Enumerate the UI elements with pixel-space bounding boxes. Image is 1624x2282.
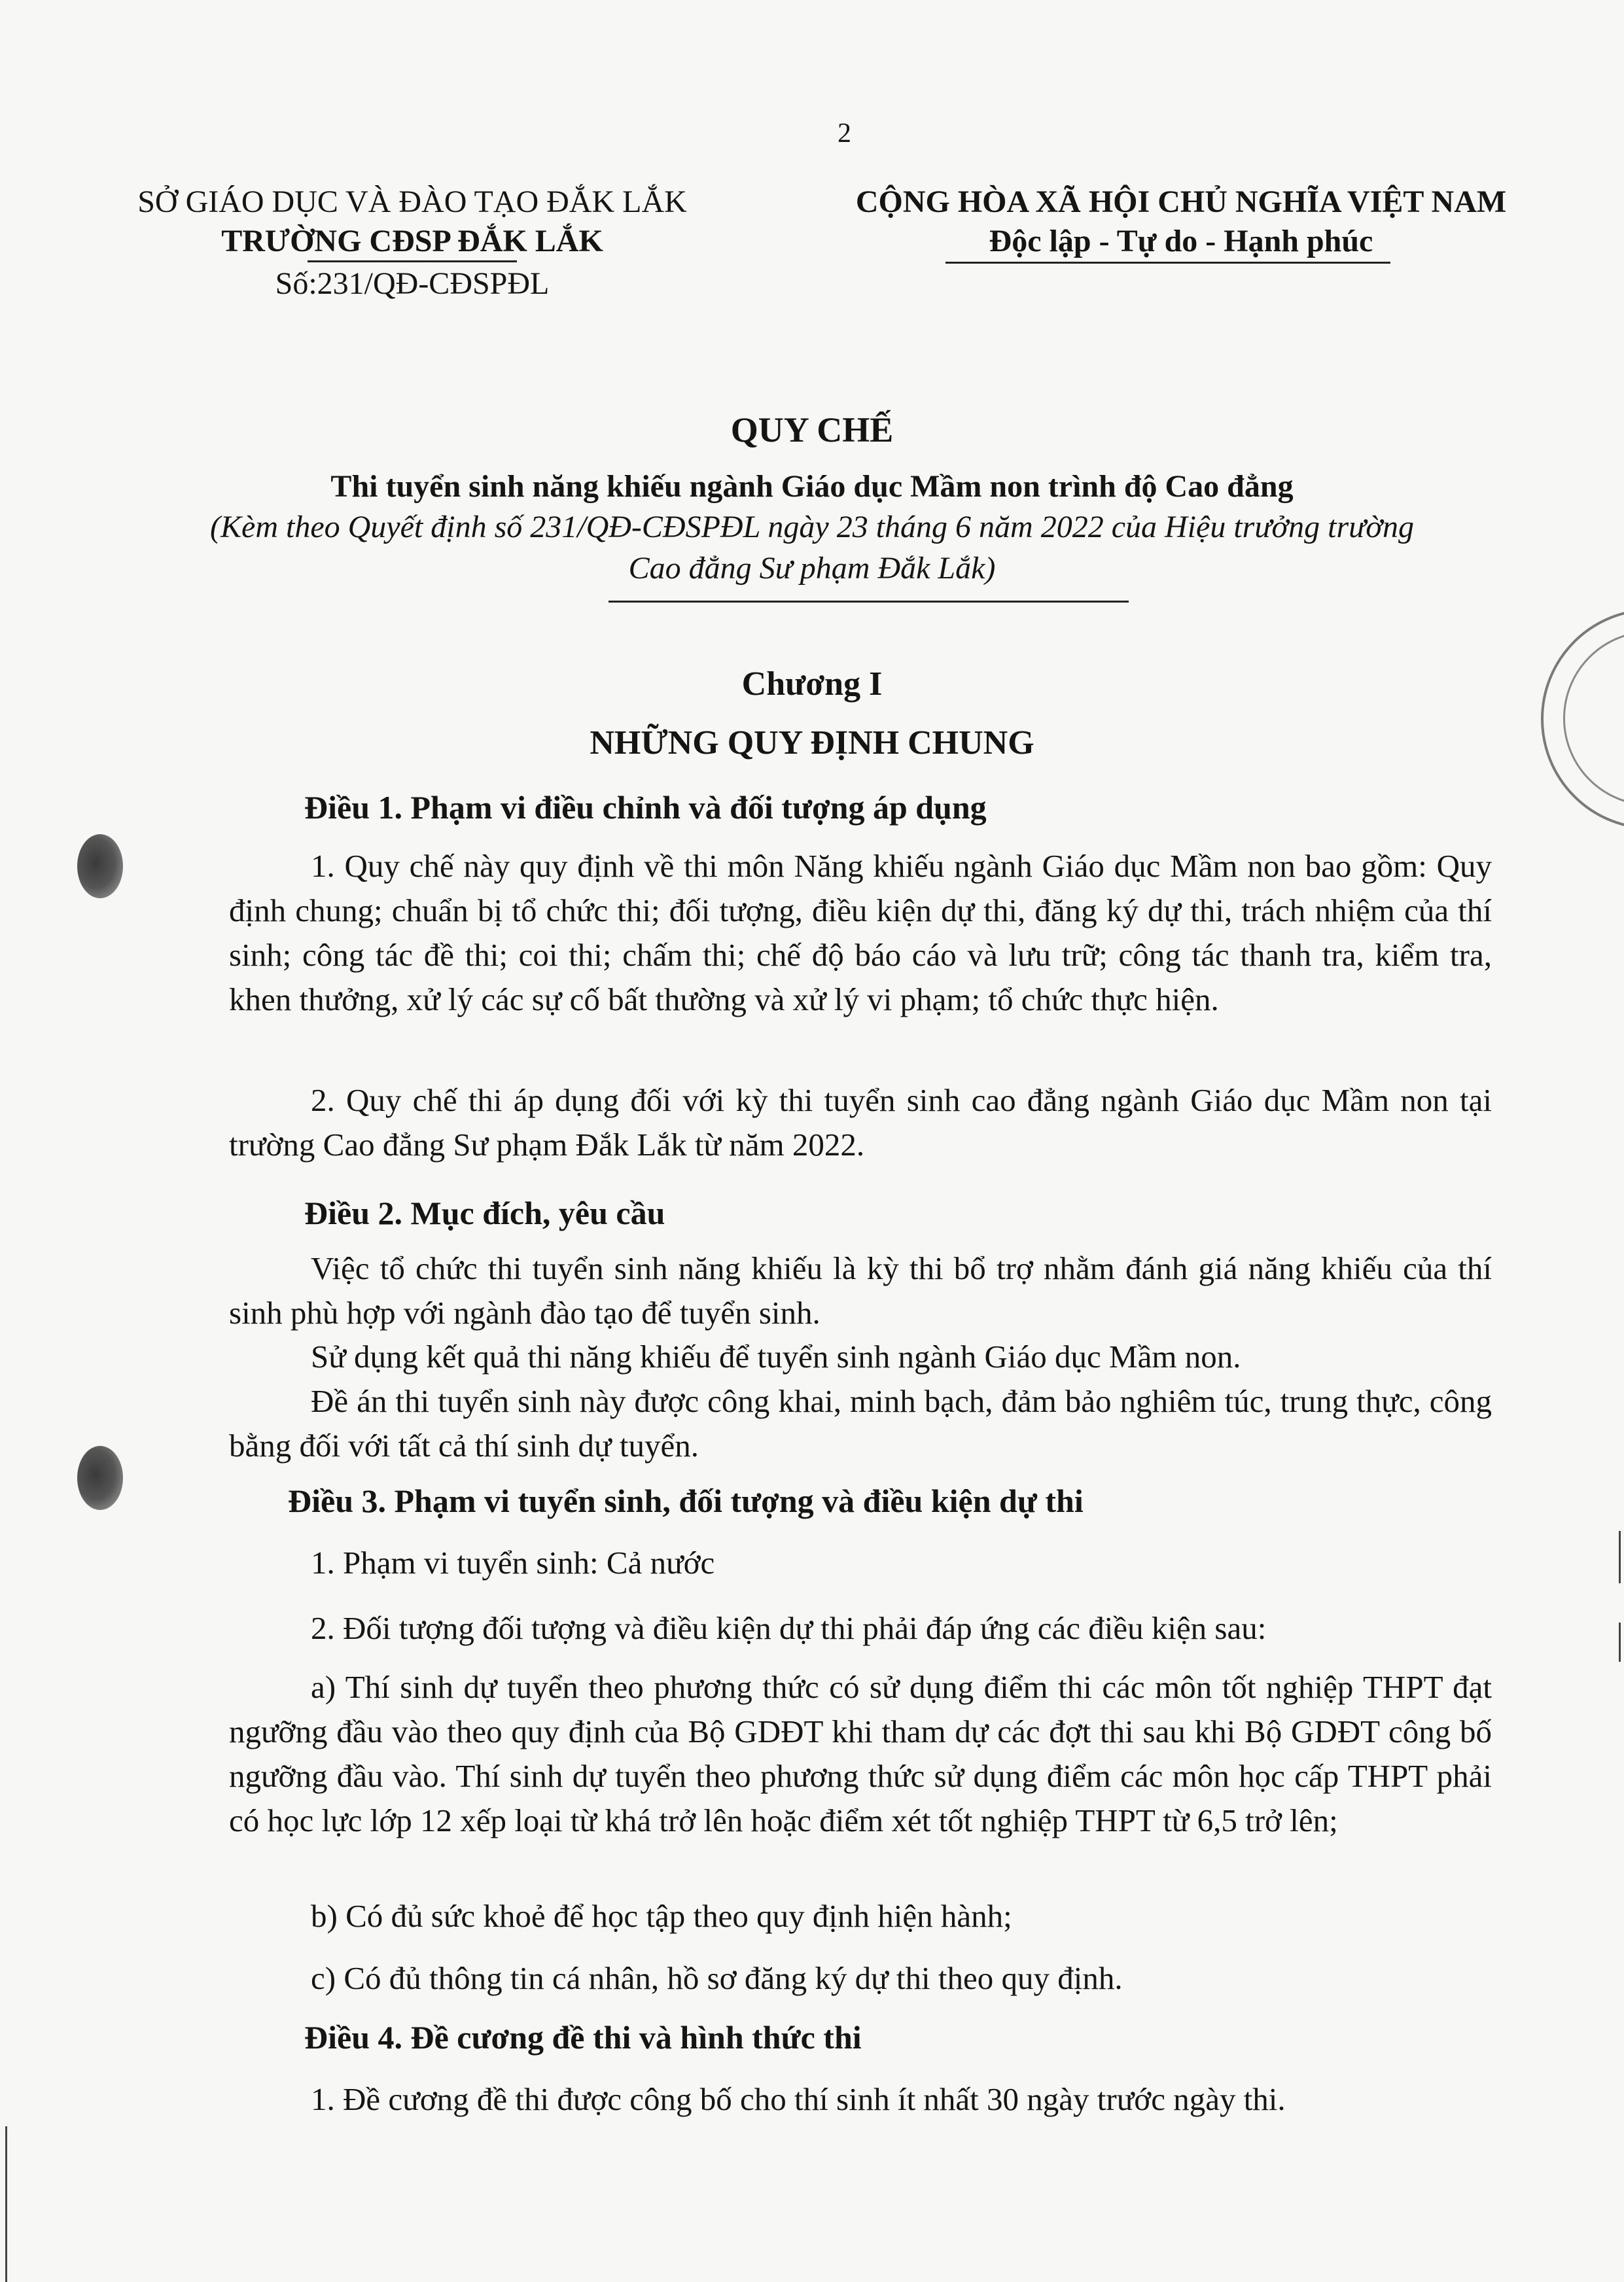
article-1-paragraph-2: 2. Quy chế thi áp dụng đối với kỳ thi tuyển sinh cao đẳng ngành Giáo dục Mầm non tại trường Cao đẳng Sư phạm Đắk Lắk từ năm 2022. [229, 1082, 1492, 1163]
article-3-heading: Điều 3. Phạm vi tuyển sinh, đối tượng và điều kiện dự thi [288, 1483, 1084, 1519]
scan-edge-mark [1619, 1623, 1621, 1662]
article-2-heading: Điều 2. Mục đích, yêu cầu [304, 1195, 665, 1231]
official-seal-stamp [1541, 608, 1624, 830]
punch-hole-top [77, 834, 123, 898]
article-2-paragraph-3: Đề án thi tuyển sinh này được công khai, minh bạch, đảm bảo nghiêm túc, trung thực, công bằng đối với tất cả thí sinh dự tuyển. [229, 1383, 1492, 1464]
national-motto: Độc lập - Tự do - Hạnh phúc [989, 224, 1373, 258]
article-1-heading: Điều 1. Phạm vi điều chỉnh và đối tượng áp dụng [304, 789, 987, 826]
article-3-item-c: c) Có đủ thông tin cá nhân, hồ sơ đăng ký dự thi theo quy định. [311, 1960, 1123, 1996]
school-name: TRƯỜNG CĐSP ĐẮK LẮK [221, 224, 603, 258]
title-divider [609, 601, 1129, 603]
document-subtitle: Thi tuyển sinh năng khiếu ngành Giáo dục Mầm non trình độ Cao đẳng [330, 469, 1294, 504]
department-name: SỞ GIÁO DỤC VÀ ĐÀO TẠO ĐẮK LẮK [137, 184, 687, 219]
article-4-heading: Điều 4. Đề cương đề thi và hình thức thi [304, 2019, 862, 2056]
country-name: CỘNG HÒA XÃ HỘI CHỦ NGHĨA VIỆT NAM [855, 184, 1507, 219]
scan-edge-mark [1619, 1531, 1621, 1583]
chapter-name: NHỮNG QUY ĐỊNH CHUNG [590, 724, 1034, 762]
article-3-paragraph-1: 1. Phạm vi tuyển sinh: Cả nước [311, 1545, 715, 1581]
school-underline [308, 260, 517, 262]
chapter-number: Chương I [741, 665, 883, 703]
article-4-paragraph-1: 1. Đề cương đề thi được công bố cho thí sinh ít nhất 30 ngày trước ngày thi. [311, 2081, 1286, 2117]
document-title: QUY CHẾ [730, 410, 894, 449]
motto-underline [945, 262, 1390, 264]
article-2-paragraph-1: Việc tổ chức thi tuyển sinh năng khiếu là kỳ thi bổ trợ nhằm đánh giá năng khiếu của thí sinh phù hợp với ngành đào tạo để tuyển sinh. [229, 1250, 1492, 1331]
article-2-paragraph-2: Sử dụng kết quả thi năng khiếu để tuyển sinh ngành Giáo dục Mầm non. [311, 1339, 1241, 1375]
decision-reference-cont: Cao đẳng Sư phạm Đắk Lắk) [628, 551, 996, 586]
scan-edge-mark [5, 2126, 7, 2282]
article-3-paragraph-2: 2. Đối tượng đối tượng và điều kiện dự thi phải đáp ứng các điều kiện sau: [311, 1610, 1267, 1646]
article-3-item-a: a) Thí sinh dự tuyển theo phương thức có sử dụng điểm thi các môn tốt nghiệp THPT đạt ngưỡng đầu vào theo quy định của Bộ GDĐT khi tham dự các đợt thi sau khi Bộ GDĐT công bố ngưỡng đầu vào. Thí sinh dự tuyển theo phương thức sử dụng điểm các môn học cấp THPT phải có học lực lớp 12 xếp loại từ khá trở lên hoặc điểm xét tốt nghiệp THPT từ 6,5 trở lên; [229, 1669, 1492, 1838]
document-number: Số:231/QĐ-CĐSPĐL [275, 266, 550, 301]
article-1-paragraph-1: 1. Quy chế này quy định về thi môn Năng khiếu ngành Giáo dục Mầm non bao gồm: Quy định chung; chuẩn bị tổ chức thi; đối tượng, điều kiện dự thi, đăng ký dự thi, trách nhiệm của thí sinh; công tác đề thi; coi thi; chấm thi; chế độ báo cáo và lưu trữ; công tác thanh tra, kiểm tra, khen thưởng, xử lý các sự cố bất thường và xử lý vi phạm; tổ chức thực hiện. [229, 848, 1492, 1017]
decision-reference: (Kèm theo Quyết định số 231/QĐ-CĐSPĐL ngày 23 tháng 6 năm 2022 của Hiệu trưởng trường [210, 510, 1414, 544]
punch-hole-bottom [77, 1446, 123, 1510]
article-3-item-b: b) Có đủ sức khoẻ để học tập theo quy định hiện hành; [311, 1898, 1012, 1934]
page-number: 2 [838, 118, 851, 149]
